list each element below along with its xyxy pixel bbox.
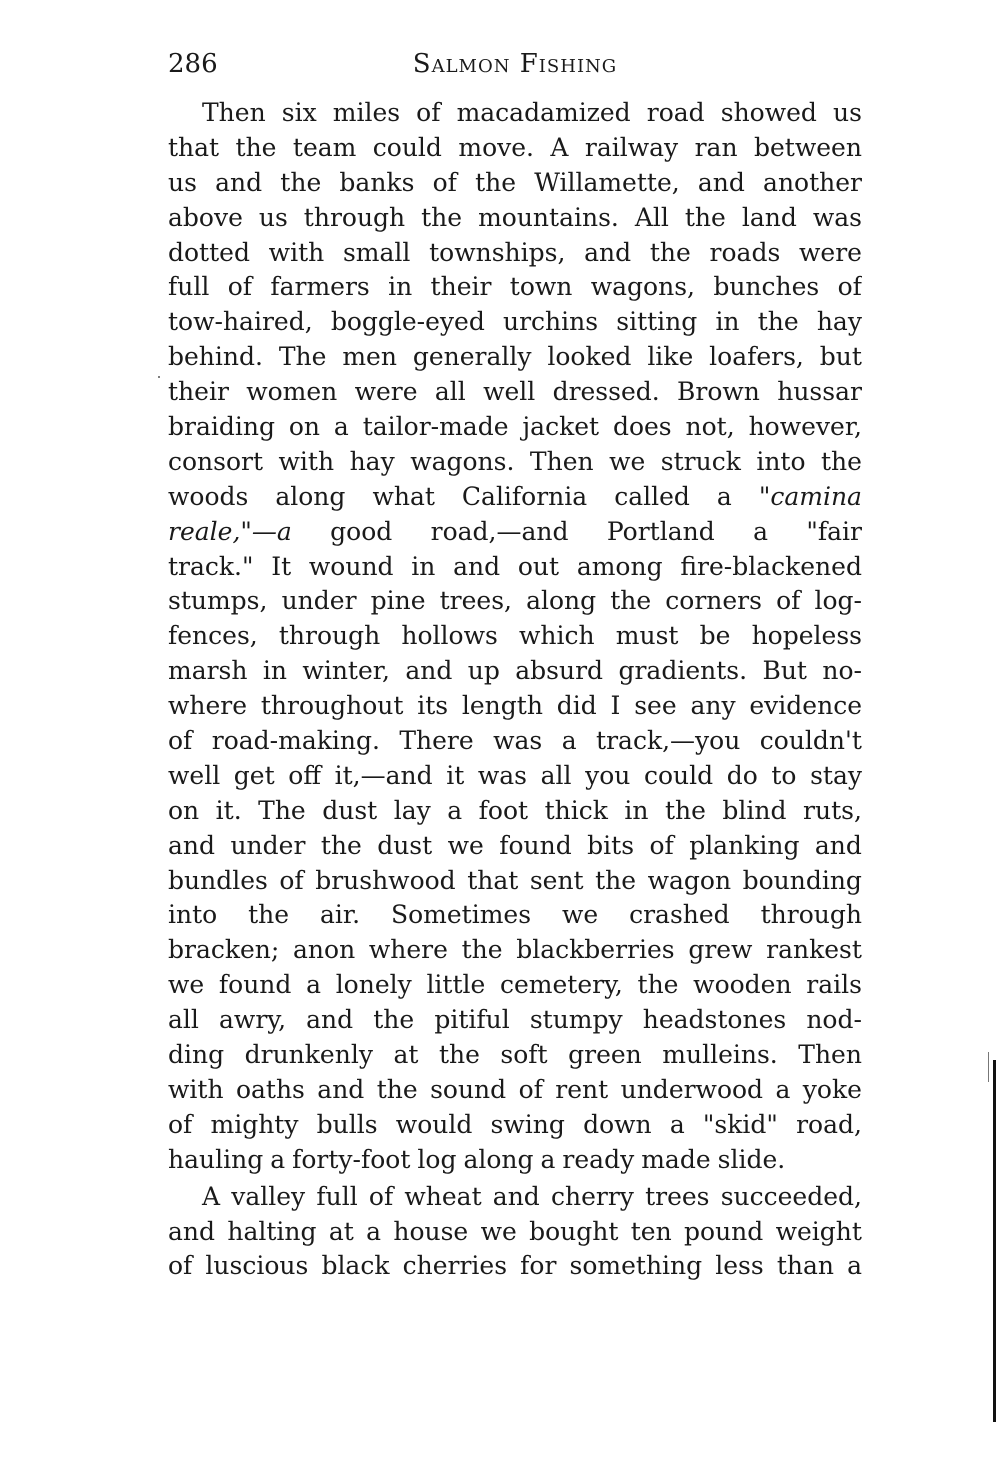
text-line: behind. The men generally looked like loafers, but: [168, 342, 862, 372]
text-line: where throughout its length did I see any evidence: [168, 691, 862, 721]
text-line: bundles of brushwood that sent the wagon bounding: [168, 865, 862, 895]
text-line: marsh in winter, and up absurd gradients. But no-: [168, 656, 862, 686]
margin-mark: [988, 1052, 989, 1082]
text-line: into the air. Sometimes we crashed through: [168, 900, 862, 930]
text-line: Then six miles of macadamized road showed us: [202, 98, 862, 127]
text-line: bracken; anon where the blackberries grew rankest: [168, 935, 862, 965]
text-line: braiding on a tailor-made jacket does not, however,: [168, 412, 862, 442]
text-line: and under the dust we found bits of planking and: [168, 830, 862, 860]
text-line: above us through the mountains. All the land was: [168, 202, 862, 232]
text-line: with oaths and the sound of rent underwood a yoke: [168, 1074, 862, 1104]
text-line: and halting at a house we bought ten pound weight: [168, 1216, 862, 1246]
text-line: well get off it,—and it was all you could do to stay: [168, 760, 862, 790]
text-line: we found a lonely little cemetery, the wooden rails: [168, 970, 862, 1000]
body-text: [168, 96, 862, 1286]
text-line: fences, through hollows which must be hopeless: [168, 621, 862, 651]
text-line: of road-making. There was a track,—you couldn't: [168, 726, 862, 756]
text-line: all awry, and the pitiful stumpy headstones nod-: [168, 1005, 862, 1035]
text-line: dotted with small townships, and the roads were: [168, 237, 862, 267]
paragraph: [168, 1180, 862, 1285]
text-line: tow-haired, boggle-eyed urchins sitting in the hay: [168, 307, 862, 337]
page-header: [168, 44, 862, 84]
text-line: ding drunkenly at the soft green mulleins. Then: [168, 1040, 862, 1070]
text-line: stumps, under pine trees, along the corners of log-: [168, 586, 862, 616]
running-head: Salmon Fishing: [412, 49, 618, 79]
margin-rule: [993, 1060, 996, 1422]
page-number: 286: [168, 49, 218, 79]
text-line: of luscious black cherries for something less than a: [168, 1251, 862, 1281]
text-line: us and the banks of the Willamette, and another: [168, 167, 862, 197]
text-line: track." It wound in and out among fire-blackened: [168, 551, 862, 581]
text-line: their women were all well dressed. Brown hussar: [168, 377, 862, 407]
text-line: hauling a forty-foot log along a ready made slide.: [168, 1144, 786, 1174]
text-line: A valley full of wheat and cherry trees succeeded,: [202, 1181, 862, 1211]
print-speck: [158, 376, 160, 378]
text-line: that the team could move. A railway ran between: [168, 132, 862, 162]
text-line: consort with hay wagons. Then we struck into the: [168, 446, 862, 476]
text-line: of mighty bulls would swing down a "skid" road,: [168, 1109, 862, 1139]
text-line: reale,"—a good road,—and Portland a "fair: [168, 516, 862, 546]
text-line: on it. The dust lay a foot thick in the blind ruts,: [168, 795, 862, 825]
text-line: woods along what California called a "camina: [168, 481, 862, 511]
paragraph: [168, 96, 862, 1178]
text-line: full of farmers in their town wagons, bunches of: [168, 272, 862, 302]
